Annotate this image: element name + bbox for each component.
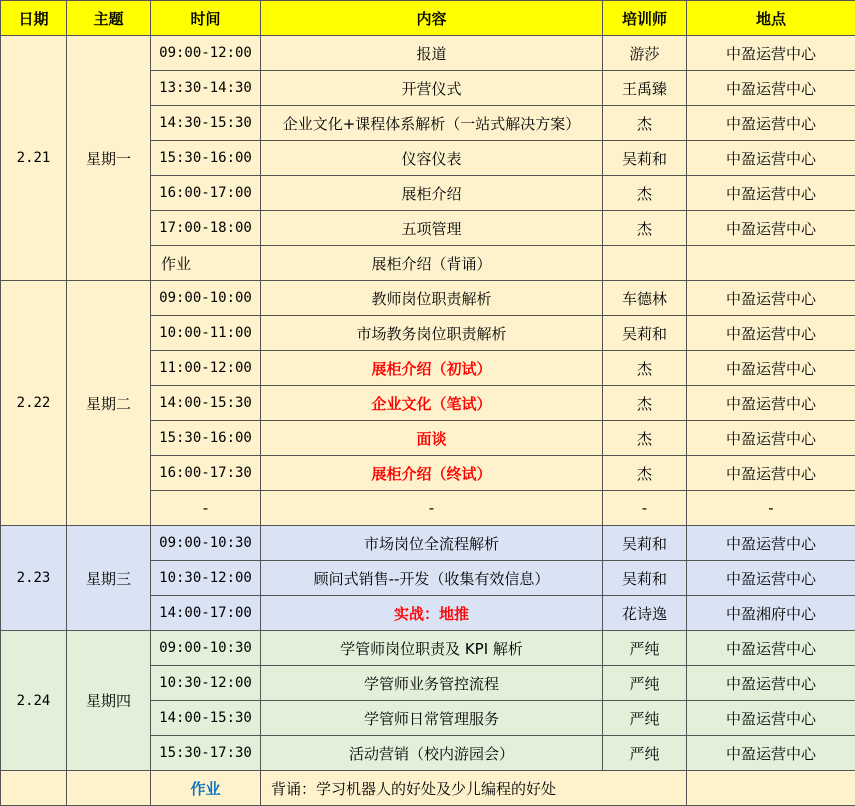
date-cell: 2.23 (1, 526, 67, 631)
content-cell: 市场教务岗位职责解析 (261, 316, 603, 351)
time-cell: 17:00-18:00 (151, 211, 261, 246)
place-cell: 中盈运营中心 (687, 526, 855, 561)
time-cell: 09:00-10:30 (151, 526, 261, 561)
place-cell: 中盈运营中心 (687, 456, 855, 491)
theme-cell: 星期三 (67, 526, 151, 631)
trainer-cell: 车德林 (603, 281, 687, 316)
content-cell: 学管师日常管理服务 (261, 701, 603, 736)
homework-label: 作业 (151, 771, 261, 806)
place-cell: 中盈运营中心 (687, 351, 855, 386)
header-date: 日期 (1, 1, 67, 36)
time-cell: 15:30-17:30 (151, 736, 261, 771)
place-cell (687, 246, 855, 281)
place-cell: 中盈运营中心 (687, 106, 855, 141)
header-trainer: 培训师 (603, 1, 687, 36)
date-cell: 2.24 (1, 631, 67, 771)
trainer-cell: 杰 (603, 421, 687, 456)
time-cell: 14:00-17:00 (151, 596, 261, 631)
empty-cell (687, 771, 855, 806)
table-row (1, 631, 855, 666)
time-cell: 10:00-11:00 (151, 316, 261, 351)
header-time: 时间 (151, 1, 261, 36)
header-place: 地点 (687, 1, 855, 36)
content-cell: 展柜介绍（背诵） (261, 246, 603, 281)
trainer-cell: 严纯 (603, 736, 687, 771)
trainer-cell: 杰 (603, 351, 687, 386)
date-cell: 2.22 (1, 281, 67, 526)
content-cell: 开营仪式 (261, 71, 603, 106)
place-cell: 中盈湘府中心 (687, 596, 855, 631)
trainer-cell: 杰 (603, 106, 687, 141)
table-row (1, 526, 855, 561)
trainer-cell: 王禹臻 (603, 71, 687, 106)
trainer-cell: 花诗逸 (603, 596, 687, 631)
content-cell: 企业文化+课程体系解析（一站式解决方案） (261, 106, 603, 141)
trainer-cell: 严纯 (603, 701, 687, 736)
empty-cell (1, 771, 67, 806)
trainer-cell: - (603, 491, 687, 526)
content-cell: 学管师岗位职责及 KPI 解析 (261, 631, 603, 666)
theme-cell: 星期四 (67, 631, 151, 771)
place-cell: 中盈运营中心 (687, 176, 855, 211)
content-cell: 报道 (261, 36, 603, 71)
content-cell: 顾问式销售--开发（收集有效信息） (261, 561, 603, 596)
time-cell: 14:00-15:30 (151, 386, 261, 421)
place-cell: 中盈运营中心 (687, 421, 855, 456)
place-cell: 中盈运营中心 (687, 561, 855, 596)
time-cell: 10:30-12:00 (151, 666, 261, 701)
content-cell: 学管师业务管控流程 (261, 666, 603, 701)
place-cell: 中盈运营中心 (687, 631, 855, 666)
content-cell: - (261, 491, 603, 526)
header-theme: 主题 (67, 1, 151, 36)
time-cell: 10:30-12:00 (151, 561, 261, 596)
content-cell: 仪容仪表 (261, 141, 603, 176)
content-cell: 展柜介绍（终试） (261, 456, 603, 491)
trainer-cell: 杰 (603, 211, 687, 246)
place-cell: 中盈运营中心 (687, 211, 855, 246)
empty-cell (67, 771, 151, 806)
trainer-cell: 杰 (603, 386, 687, 421)
time-cell: 14:00-15:30 (151, 701, 261, 736)
place-cell: 中盈运营中心 (687, 701, 855, 736)
time-cell: 16:00-17:30 (151, 456, 261, 491)
time-cell: 11:00-12:00 (151, 351, 261, 386)
table-row (1, 281, 855, 316)
place-cell: 中盈运营中心 (687, 71, 855, 106)
trainer-cell: 杰 (603, 456, 687, 491)
content-cell: 展柜介绍 (261, 176, 603, 211)
theme-cell: 星期一 (67, 36, 151, 281)
place-cell: 中盈运营中心 (687, 141, 855, 176)
trainer-cell: 吴莉和 (603, 141, 687, 176)
header-content: 内容 (261, 1, 603, 36)
homework-row (1, 771, 855, 806)
trainer-cell: 游莎 (603, 36, 687, 71)
trainer-cell: 严纯 (603, 631, 687, 666)
content-cell: 展柜介绍（初试） (261, 351, 603, 386)
place-cell: 中盈运营中心 (687, 386, 855, 421)
homework-content: 背诵：学习机器人的好处及少儿编程的好处 (261, 771, 687, 806)
theme-cell: 星期二 (67, 281, 151, 526)
trainer-cell: 杰 (603, 176, 687, 211)
place-cell: - (687, 491, 855, 526)
trainer-cell (603, 246, 687, 281)
time-cell: 09:00-10:30 (151, 631, 261, 666)
time-cell: 09:00-10:00 (151, 281, 261, 316)
header-row (1, 1, 855, 36)
place-cell: 中盈运营中心 (687, 36, 855, 71)
content-cell: 活动营销（校内游园会） (261, 736, 603, 771)
content-cell: 市场岗位全流程解析 (261, 526, 603, 561)
time-cell: 13:30-14:30 (151, 71, 261, 106)
content-cell: 面谈 (261, 421, 603, 456)
time-cell: - (151, 491, 261, 526)
time-cell: 15:30-16:00 (151, 421, 261, 456)
place-cell: 中盈运营中心 (687, 281, 855, 316)
place-cell: 中盈运营中心 (687, 316, 855, 351)
trainer-cell: 吴莉和 (603, 316, 687, 351)
table-row (1, 36, 855, 71)
content-cell: 实战：地推 (261, 596, 603, 631)
time-cell: 16:00-17:00 (151, 176, 261, 211)
place-cell: 中盈运营中心 (687, 666, 855, 701)
place-cell: 中盈运营中心 (687, 736, 855, 771)
trainer-cell: 严纯 (603, 666, 687, 701)
trainer-cell: 吴莉和 (603, 526, 687, 561)
homework-label-cell: 作业 (151, 246, 261, 281)
time-cell: 15:30-16:00 (151, 141, 261, 176)
date-cell: 2.21 (1, 36, 67, 281)
time-cell: 09:00-12:00 (151, 36, 261, 71)
trainer-cell: 吴莉和 (603, 561, 687, 596)
content-cell: 五项管理 (261, 211, 603, 246)
content-cell: 教师岗位职责解析 (261, 281, 603, 316)
content-cell: 企业文化（笔试） (261, 386, 603, 421)
time-cell: 14:30-15:30 (151, 106, 261, 141)
